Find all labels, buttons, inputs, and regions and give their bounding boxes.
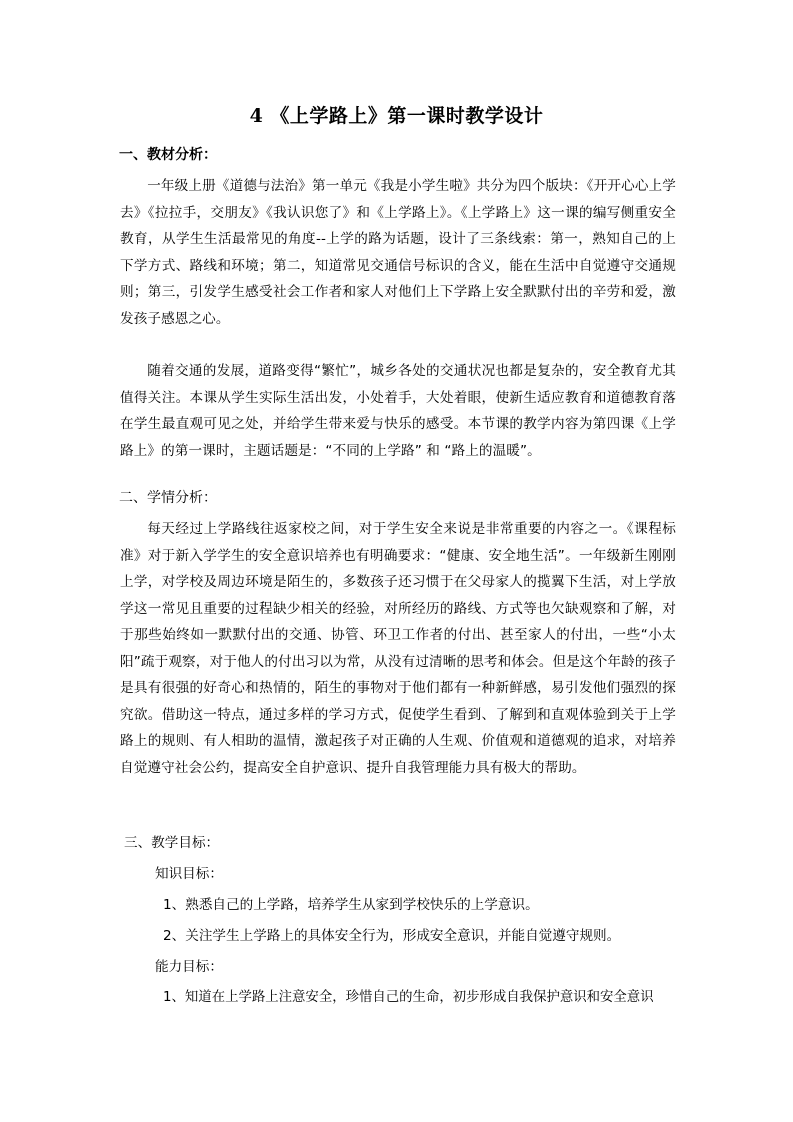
paragraph-student-analysis: 每天经过上学路线往返家校之间，对于学生安全来说是非常重要的内容之一。《课程标准》对于新入学学生的安全意识培养也有明确要求：“健康、安全地生活”。一年级新生刚刚上学，对学校及周边环境是陌生的，多数孩子还习惯于在父母家人的揽翼下生活，对上学放学这一常见且重要的过程缺少相关的经验，对所经历的路线、方式等也欠缺观察和了解，对于那些始终如一默默付出的交通、协管、环卫工作者的付出、甚至家人的付出，一些“小太阳”疏于观察，对于他人的付出习以为常，从没有过清晰的思考和体会。但是这个年龄的孩子是具有很强的好奇心和热情的，陌生的事物对于他们都有一种新鲜感，易引发他们强烈的探究欲。借助这一特点，通过多样的学习方式，促使学生看到、了解到和直观体验到关于上学路上的规则、有人相助的温情，激起孩子对正确的人生观、价值观和道德观的追求，对培养自觉遵守社会公约，提高安全自护意识、提升自我管理能力具有极大的帮助。 <box>120 521 676 776</box>
paragraph-textbook-analysis-2: 随着交通的发展，道路变得“繁忙”，城乡各处的交通状况也都是复杂的，安全教育尤其值得关注。本课从学生实际生活出发，小处着手，大处着眼，使新生适应教育和道德教育落在学生最直观可见之处，并给学生带来爱与快乐的感受。本节课的教学内容为第四课《上学路上》的第一课时，主题话题是：“不同的上学路” 和 “路上的温暖”。 <box>120 363 676 459</box>
section-heading-teaching-goals: 三、教学目标： <box>124 835 220 851</box>
ability-goals-label: 能力目标： <box>155 959 223 975</box>
ability-goal-item: 1、知道在上学路上注意安全，珍惜自己的生命，初步形成自我保护意识和安全意识 <box>163 990 654 1005</box>
document-title: 4 《上学路上》第一课时教学设计 <box>249 105 544 127</box>
knowledge-goal-item: 1、熟悉自己的上学路，培养学生从家到学校快乐的上学意识。 <box>163 897 539 913</box>
paragraph-textbook-analysis-1: 一年级上册《道德与法治》第一单元《我是小学生啦》共分为四个版块：《开开心心上学去》《拉拉手，交朋友》《我认识您了》和《上学路上》。《上学路上》这一课的编写侧重安全教育，从学生生活最常见的角度--上学的路为话题，设计了三条线索：第一，熟知自己的上下学方式、路线和环境；第二，知道常见交通信号标识的含义，能在生活中自觉遵守交通规则；第三，引发学生感受社会工作者和家人对他们上下学路上安全默默付出的辛劳和爱，激发孩子感恩之心。 <box>120 178 676 327</box>
section-heading-student-analysis: 二、学情分析： <box>119 490 217 506</box>
knowledge-goal-item: 2、关注学生上学路上的具体安全行为，形成安全意识，并能自觉遵守规则。 <box>163 928 621 944</box>
knowledge-goals-label: 知识目标： <box>155 866 223 882</box>
section-heading-textbook-analysis: 一、教材分析： <box>119 147 217 163</box>
